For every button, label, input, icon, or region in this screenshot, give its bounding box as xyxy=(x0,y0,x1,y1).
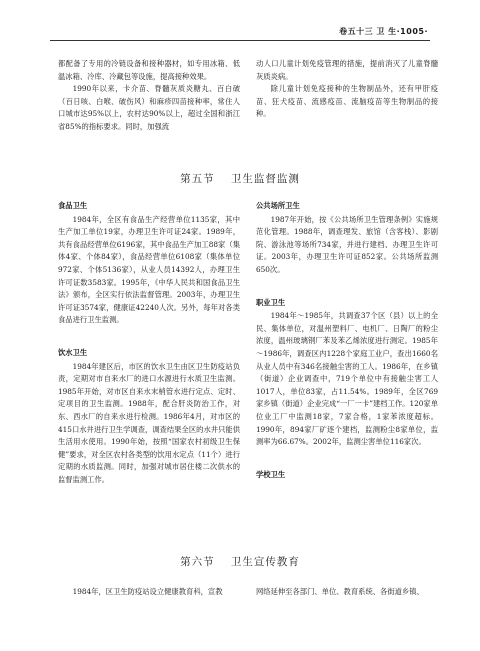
section-heading: 卫生监督监测 xyxy=(230,173,300,185)
section-number: 第五节 xyxy=(180,173,215,185)
top-left-column xyxy=(58,58,240,134)
section-heading: 卫生宣传教育 xyxy=(230,556,300,568)
paragraph: 除儿童计划免疫接种的生物制品外，还有甲肝疫苗、狂犬疫苗、流感疫苗、流脑疫苗等生物制品的接种。 xyxy=(256,84,438,119)
section-number: 第六节 xyxy=(180,556,215,568)
section-5-right-column xyxy=(256,200,438,482)
running-header: 卷五十三 卫 生·1005· xyxy=(339,27,428,36)
section-5-left-column xyxy=(58,200,240,486)
paragraph: 1984年，区卫生防疫站设立健康教育科，宣教 xyxy=(72,587,223,596)
paragraph: 1990年以来，卡介苗、脊髓灰质炎糖丸、百白破（百日咳、白喉、破伤风）和麻疹四苗接种率，常住人口城市达95%以上，农村达90%以上，超过全国和浙江省85%的指标要求。同时，加强流 xyxy=(58,84,240,131)
paragraph: 1984年，全区有食品生产经营单位1135家，其中生产加工单位19家，办理卫生许可证24家。1989年，共有食品经营单位6196家，其中食品生产加工88家（集体4家、个体84家），食品经营单位6108家（集体单位972家、个体5136家），从业人员14392人，办理卫生许可证数3583家。1995年，《中华人民共和国食品卫生法》颁布，全区实行依法监督管理。2003年，办理卫生许可证3574家，健康证42240人次。另外，每年对各类食品进行卫生监测。 xyxy=(58,214,240,325)
section-6-title xyxy=(0,554,480,569)
section-6-right-column xyxy=(256,586,438,599)
subheading-school: 学校卫生 xyxy=(256,469,286,479)
section-5-title xyxy=(0,171,480,186)
paragraph: 1984年～1985年，共调查37个区（县）以上的全民、集体单位，对温州塑料厂、电机厂、日陶厂的粉尘浓度，温州玻璃钢厂苯及苯乙烯浓度进行测定。1985年～1986年，调查区内1228个家庭工业户，查出1660名从业人员中有346名接触尘害的工人。1986年，在乡镇（街道）企业调查中，719个单位中有接触尘害工人1017人，单位83家，占11.54%。1989年，全区769家乡镇（街道）企业完成“一厂一卡”建档工作。120家单位业工厂中监测18家，7家合格，1家苯浓度超标。1990年，894家厂矿逐个建档，监测粉尘8家单位，监测率为66.67%。2002年，监测尘害单位116家次。 xyxy=(256,311,438,447)
paragraph: 动人口儿童计划免疫管理的措施，提前消灭了儿童脊髓灰质炎病。 xyxy=(256,59,438,81)
subheading-water: 饮水卫生 xyxy=(58,347,88,357)
paragraph: 网络延伸至各部门、单位、教育系统、各街道乡镇、 xyxy=(256,587,424,596)
top-right-column xyxy=(256,58,438,121)
subheading-occupational: 职业卫生 xyxy=(256,297,286,307)
paragraph: 1984年建区后，市区的饮水卫生由区卫生防疫站负责，定期对市自来水厂的进口水源进行水质卫生监测。1985年开始，对市区自来水末梢管水进行定点、定时、定项目的卫生监测。1988年，配合肝炎防治工作，对东、西水厂的自来水进行检测。1986年4月，对市区的415口水井进行卫生学调查，调查结果全区的水井只能供生活用水使用。1990年始，按照“国家农村初级卫生保健”要求，对全区农村各类型的饮用水定点（11个）进行定期的水质监测。同时，加强对城市居住楼二次供水的监督监测工作。 xyxy=(58,361,240,484)
paragraph: 1987年开始，按《公共场所卫生管理条例》实施规范化管理。1988年，调查理发、旅馆（含客栈）、影剧院、游泳池等场所734家，并进行建档、办理卫生许可证。2003年，办理卫生许可证852家。公共场所监测650次。 xyxy=(256,214,438,274)
subheading-food: 食品卫生 xyxy=(58,201,88,210)
subheading-public: 公共场所卫生 xyxy=(256,201,300,210)
header-rule xyxy=(50,40,430,41)
paragraph: 都配备了专用的冷链设备和接种器材，如专用冰箱、低温冰箱、冷库、冷藏包等设施，提高接种效果。 xyxy=(58,59,240,81)
section-6-left-column xyxy=(58,586,240,599)
